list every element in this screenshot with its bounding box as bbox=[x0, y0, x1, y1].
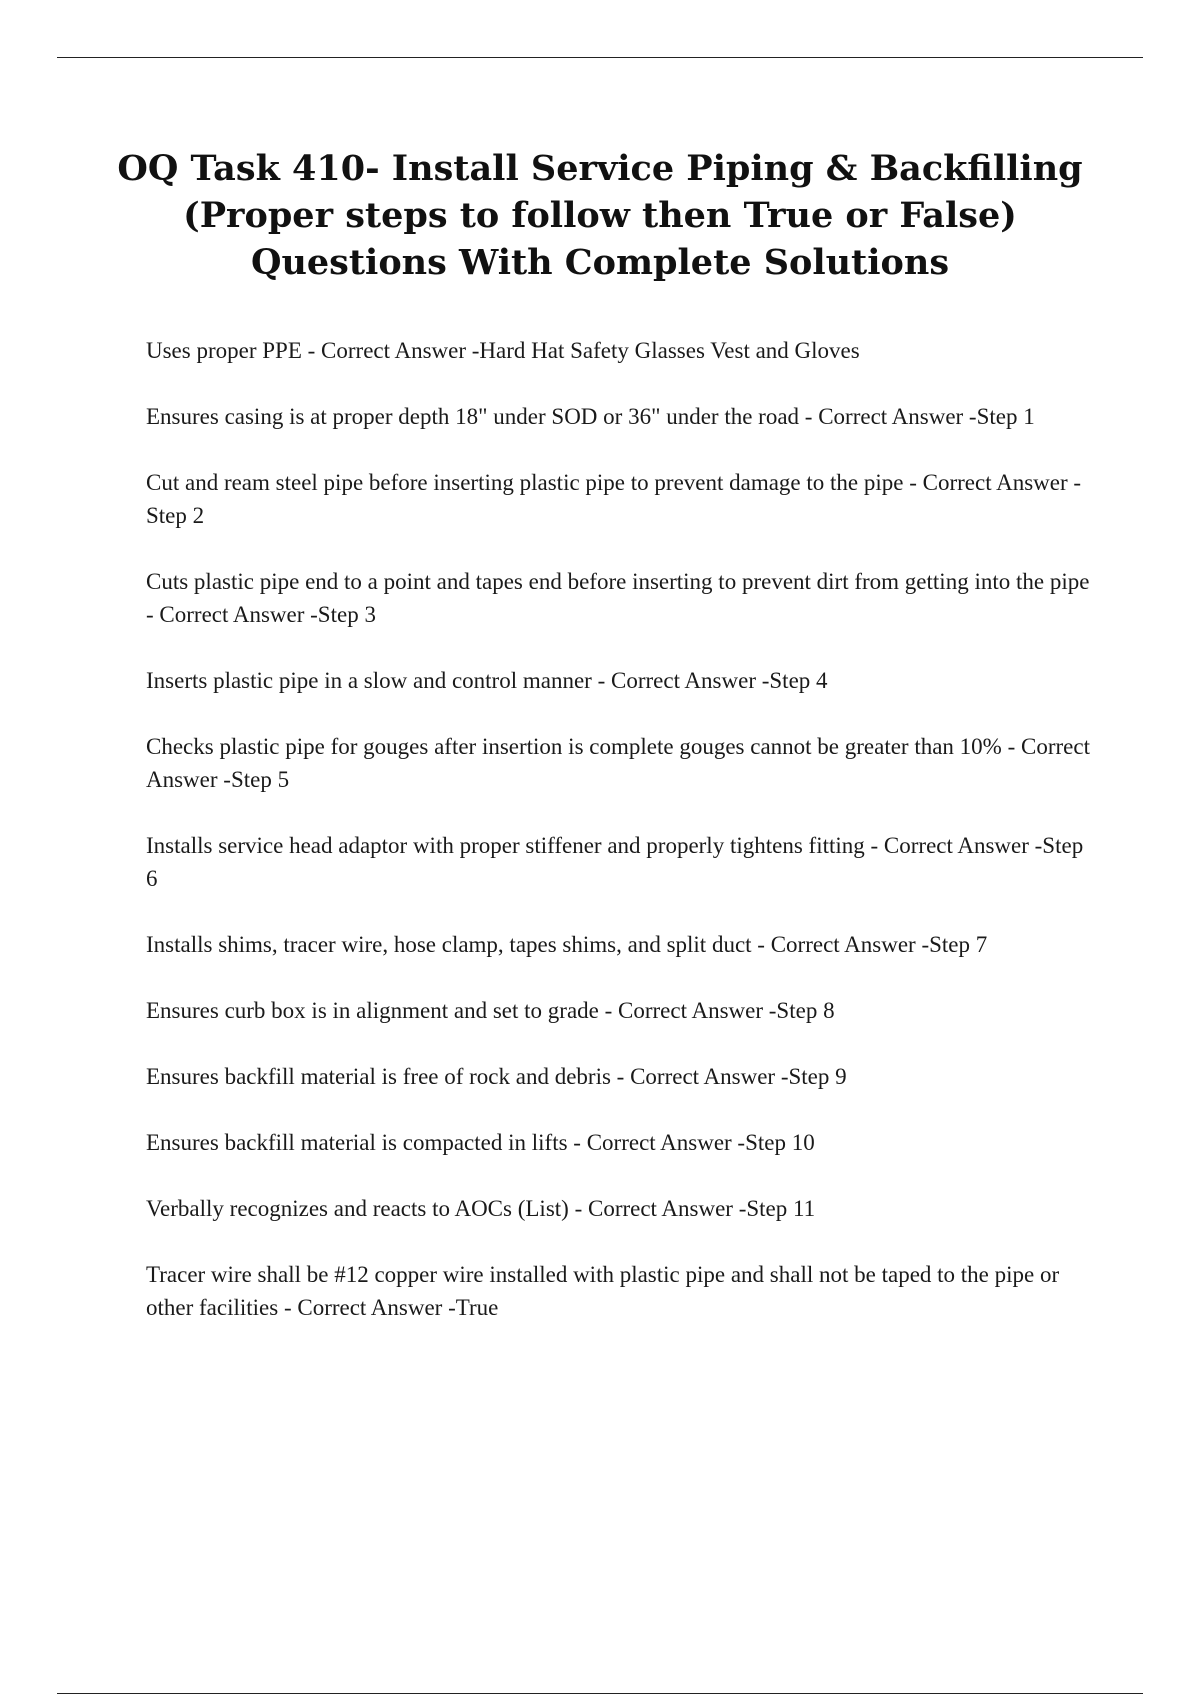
document-title: OQ Task 410- Install Service Piping & Backfilling (Proper steps to follow then True or False) Questions With Complete Solutions bbox=[117, 148, 1083, 283]
qa-item-tracer-wire: Tracer wire shall be #12 copper wire installed with plastic pipe and shall not be taped to the pipe or other facilities - Correct Answer -True bbox=[146, 1262, 1060, 1320]
question-answer-list bbox=[146, 334, 1096, 1357]
bottom-divider bbox=[57, 1693, 1143, 1694]
qa-item-step-1: Ensures casing is at proper depth 18" under SOD or 36" under the road - Correct Answer -Step 1 bbox=[146, 404, 1035, 429]
qa-item-step-6: Installs service head adaptor with proper stiffener and properly tightens fitting - Correct Answer -Step 6 bbox=[146, 833, 1084, 891]
top-divider bbox=[57, 57, 1143, 58]
qa-item-ppe: Uses proper PPE - Correct Answer -Hard Hat Safety Glasses Vest and Gloves bbox=[146, 338, 860, 363]
qa-item-step-10: Ensures backfill material is compacted in lifts - Correct Answer -Step 10 bbox=[146, 1130, 815, 1155]
qa-item-step-2: Cut and ream steel pipe before inserting plastic pipe to prevent damage to the pipe - Correct Answer -Step 2 bbox=[146, 470, 1082, 528]
qa-item-step-8: Ensures curb box is in alignment and set to grade - Correct Answer -Step 8 bbox=[146, 998, 835, 1023]
qa-item-step-7: Installs shims, tracer wire, hose clamp, tapes shims, and split duct - Correct Answer -Step 7 bbox=[146, 932, 988, 957]
qa-item-step-9: Ensures backfill material is free of rock and debris - Correct Answer -Step 9 bbox=[146, 1064, 847, 1089]
qa-item-step-11: Verbally recognizes and reacts to AOCs (List) - Correct Answer -Step 11 bbox=[146, 1196, 816, 1221]
qa-item-step-5: Checks plastic pipe for gouges after insertion is complete gouges cannot be greater than 10% - Correct Answer -Step 5 bbox=[146, 734, 1090, 792]
qa-item-step-4: Inserts plastic pipe in a slow and control manner - Correct Answer -Step 4 bbox=[146, 668, 828, 693]
qa-item-step-3: Cuts plastic pipe end to a point and tapes end before inserting to prevent dirt from getting into the pipe - Correct Answer -Step 3 bbox=[146, 569, 1090, 627]
